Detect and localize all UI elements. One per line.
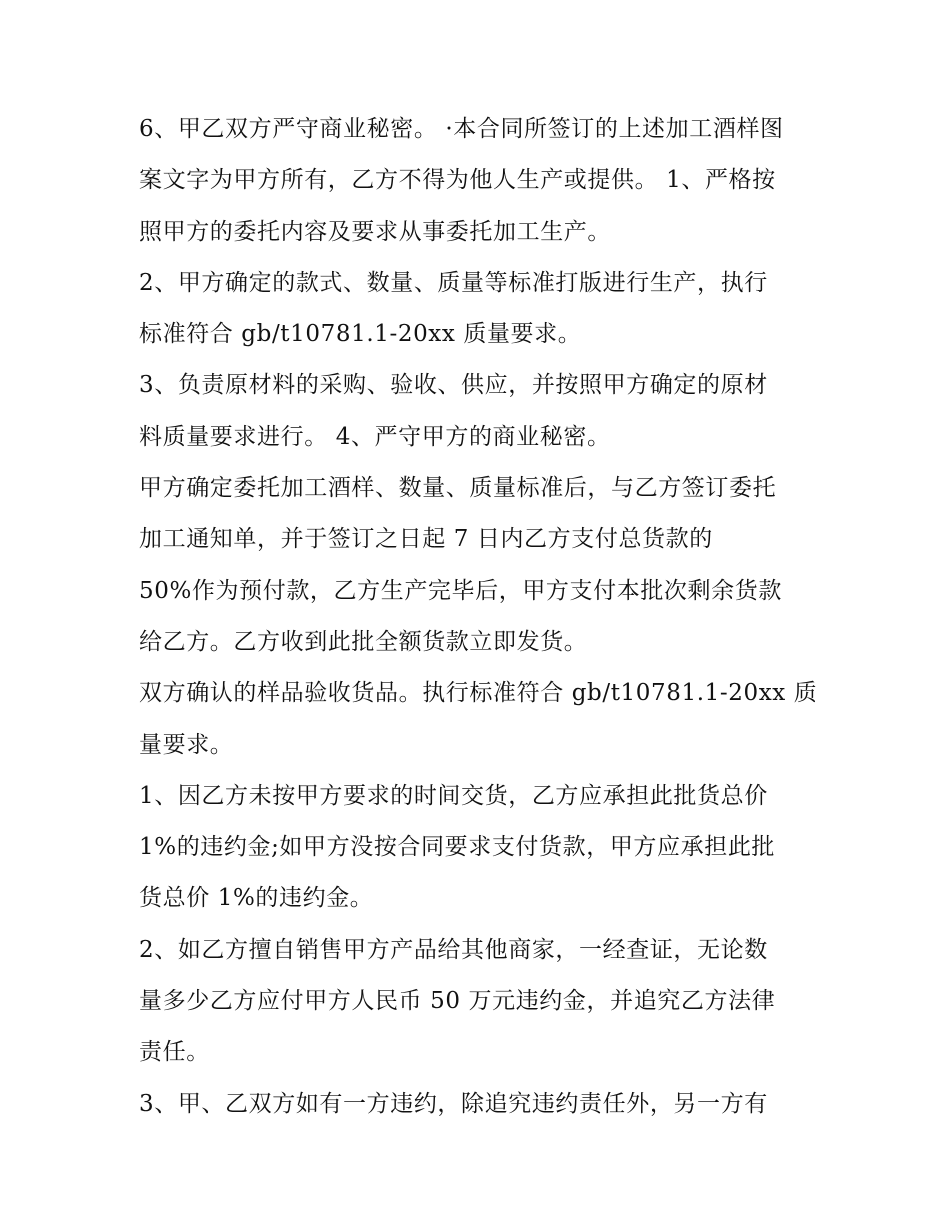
text-line: 50%作为预付款，乙方生产完毕后，甲方支付本批次剩余货款 [139, 577, 782, 604]
document-body [139, 104, 819, 1130]
text-line: 货总价 1%的违约金。 [139, 885, 374, 912]
text-line: 责任。 [139, 1039, 210, 1066]
text-line: 案文字为甲方所有，乙方不得为他人生产或提供。 1、严格按 [139, 167, 776, 194]
text-line: 3、负责原材料的采购、验收、供应，并按照甲方确定的原材 [139, 372, 768, 399]
text-line: 6、甲乙双方严守商业秘密。 ·本合同所签订的上述加工酒样图 [139, 116, 784, 142]
text-line: 料质量要求进行。 4、严守甲方的商业秘密。 [139, 423, 611, 450]
text-line: 量多少乙方应付甲方人民币 50 万元违约金，并追究乙方法律 [139, 988, 776, 1015]
text-line: 量要求。 [139, 731, 234, 758]
text-line: 2、甲方确定的款式、数量、质量等标准打版进行生产，执行 [139, 269, 768, 296]
text-line: 标准符合 gb/t10781.1-20xx 质量要求。 [139, 321, 582, 348]
text-line: 给乙方。乙方收到此批全额货款立即发货。 [139, 628, 588, 655]
text-line: 照甲方的委托内容及要求从事委托加工生产。 [139, 218, 611, 245]
text-line: 1%的违约金;如甲方没按合同要求支付货款，甲方应承担此批 [139, 834, 776, 861]
text-line: 2、如乙方擅自销售甲方产品给其他商家，一经查证，无论数 [139, 936, 768, 963]
text-line: 双方确认的样品验收货品。执行标准符合 gb/t10781.1-20xx 质 [139, 680, 818, 707]
text-line: 1、因乙方未按甲方要求的时间交货，乙方应承担此批货总价 [139, 782, 768, 809]
text-line: 甲方确定委托加工酒样、数量、质量标准后，与乙方签订委托 [139, 475, 777, 502]
text-line: 加工通知单，并于签订之日起 7 日内乙方支付总货款的 [139, 526, 713, 553]
text-line: 3、甲、乙双方如有一方违约，除追究违约责任外，另一方有 [139, 1090, 768, 1117]
